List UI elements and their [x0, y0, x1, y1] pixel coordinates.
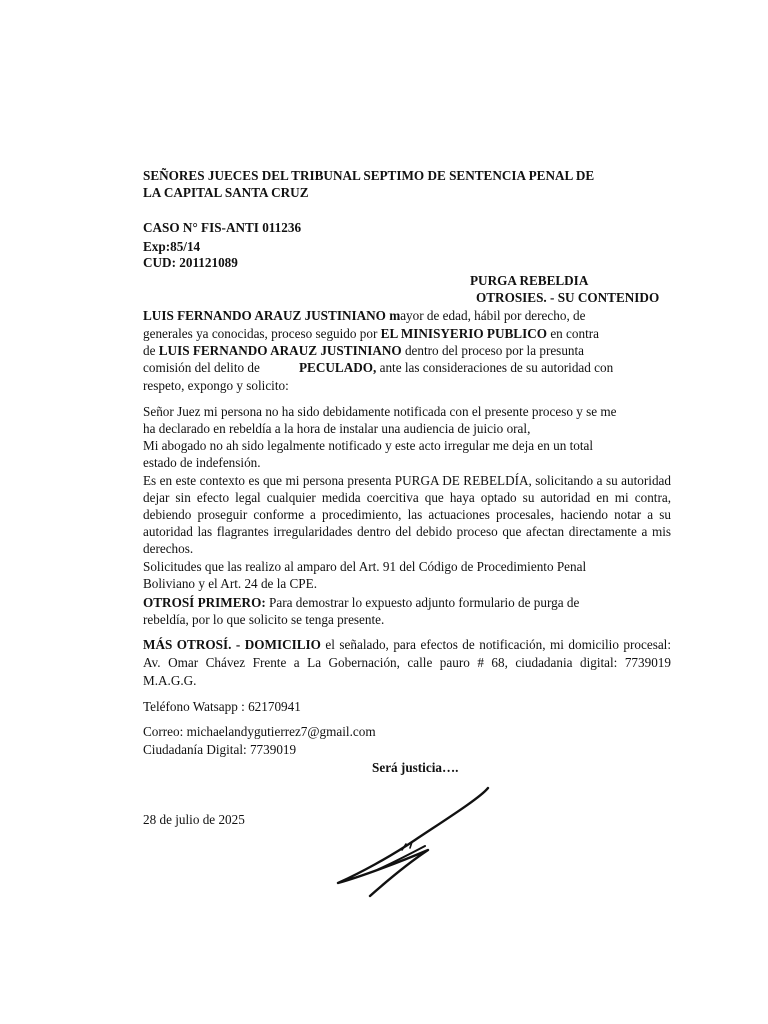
otrosi-primero-line-1: [143, 594, 579, 611]
document-date: 28 de julio de 2025: [143, 812, 245, 827]
mas-otrosi-label: MÁS OTROSÍ. - DOMICILIO: [143, 637, 321, 652]
intro-line-1: [143, 307, 585, 324]
intro-line-1-rest: ayor de edad, hábil por derecho, de: [400, 308, 586, 323]
intro-line-4-cont: [299, 359, 613, 376]
intro-line-4-a: comisión del delito de: [143, 360, 260, 375]
body-p1-line-4: estado de indefensión.: [143, 455, 261, 470]
mas-otrosi-domicilio: [143, 636, 671, 690]
otrosi-primero-line-2: rebeldía, por lo que solicito se tenga presente.: [143, 612, 385, 627]
intro-line-2-b: en contra: [547, 326, 600, 341]
body-p1-line-1: Señor Juez mi persona no ha sido debidamente notificada con el presente proceso y se me: [143, 404, 617, 419]
intro-name-bold: LUIS FERNANDO ARAUZ JUSTINIANO m: [143, 308, 401, 323]
intro-crime: PECULADO,: [299, 360, 377, 375]
intro-line-3: [143, 342, 584, 359]
intro-line-4-b: ante las consideraciones de su autoridad con: [376, 360, 614, 375]
intro-line-4: [143, 359, 260, 376]
handwritten-signature: [330, 780, 505, 905]
intro-line-2: [143, 325, 599, 342]
intro-line-3-a: de: [143, 343, 159, 358]
intro-defendant: LUIS FERNANDO ARAUZ JUSTINIANO: [158, 343, 402, 358]
contact-email: Correo: michaelandygutierrez7@gmail.com: [143, 724, 376, 739]
body-p1-line-3: Mi abogado no ah sido legalmente notificado y este acto irregular me deja en un total: [143, 438, 594, 453]
intro-line-3-b: dentro del proceso por la presunta: [401, 343, 585, 358]
body-paragraph-2: Es en este contexto es que mi persona presenta PURGA DE REBELDÍA, solicitando a su autoridad dejar sin efecto legal cualquier medida coercitiva que haya optado su autoridad en mi contra, debiendo proseguir conforme a procedimiento, las actuaciones procesales, haciendo notar a su autoridad las flagrantes irregularidades dentro del debido proceso que afectan directamente a mis derechos.: [143, 473, 671, 556]
intro-prosecutor: EL MINISYERIO PUBLICO: [380, 326, 548, 341]
body-p3-line-2: Boliviano y el Art. 24 de la CPE.: [143, 576, 317, 591]
contact-phone: Teléfono Watsapp : 62170941: [143, 699, 301, 714]
body-p1-line-2: ha declarado en rebeldía a la hora de instalar una audiencia de juicio oral,: [143, 421, 531, 436]
mas-otrosi-text: el señalado, para efectos de notificación, mi domicilio procesal: Av. Omar Chávez Frente a La Gobernación, calle pauro # 68, ciudadania digital: 7739019 M.A.G.G.: [143, 637, 672, 688]
otrosi-primero-text: Para demostrar lo expuesto adjunto formulario de purga de: [265, 595, 580, 610]
closing-text: Será justicia….: [372, 760, 459, 775]
otrosi-primero-label: OTROSÍ PRIMERO:: [143, 595, 266, 610]
body-p3-line-1: Solicitudes que las realizo al amparo del Art. 91 del Código de Procedimiento Penal: [143, 559, 587, 574]
subject-subtitle: OTROSIES. - SU CONTENIDO: [476, 290, 660, 305]
case-number: CASO N° FIS-ANTI 011236: [143, 220, 302, 235]
intro-line-2-a: generales ya conocidas, proceso seguido por: [143, 326, 381, 341]
heading-line-1: SEÑORES JUECES DEL TRIBUNAL SEPTIMO DE SENTENCIA PENAL DE: [143, 168, 595, 183]
heading-line-2: LA CAPITAL SANTA CRUZ: [143, 185, 309, 200]
subject-title: PURGA REBELDIA: [470, 273, 589, 288]
cud-number: CUD: 201121089: [143, 255, 238, 270]
expediente: Exp:85/14: [143, 239, 201, 254]
contact-ciudadania: Ciudadanía Digital: 7739019: [143, 742, 297, 757]
intro-line-5: respeto, expongo y solicito:: [143, 378, 289, 393]
